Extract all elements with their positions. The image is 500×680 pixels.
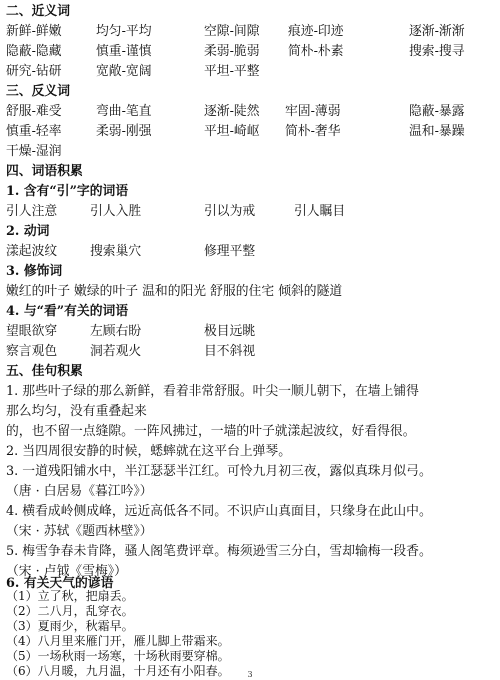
sentence-line: 5. 梅雪争春未肯降，骚人阁笔费评章。梅须逊雪三分白，雪却输梅一段香。 xyxy=(6,544,432,559)
word-pair: 弯曲-笔直 xyxy=(96,104,152,119)
word-pair: 柔弱-刚强 xyxy=(96,124,152,139)
sentence-source: （宋 · 卢钺《雪梅》） xyxy=(6,564,127,579)
word-pair: 搜索-搜寻 xyxy=(409,44,465,59)
vocab-word: 引人注意 xyxy=(6,204,58,219)
word-pair: 研究-钻研 xyxy=(6,64,62,79)
proverb-item: （1）立了秋，把扇丢。 xyxy=(6,589,134,603)
proverb-item: （2）二八月，乱穿衣。 xyxy=(6,604,134,618)
sentence-line: 3. 一道残阳铺水中，半江瑟瑟半江红。可怜九月初三夜，露似真珠月似弓。 xyxy=(6,464,432,479)
word-pair: 简朴-奢华 xyxy=(285,124,341,139)
sentence-line: 的，也不留一点缝隙。一阵风拂过，一墙的叶子就漾起波纹，好看得很。 xyxy=(6,424,416,439)
proverb-item: （3）夏雨少，秋霜早。 xyxy=(6,619,134,633)
word-pair: 牢固-薄弱 xyxy=(285,104,341,119)
word-pair: 均匀-平均 xyxy=(96,24,152,39)
proverb-item: （4）八月里来雁门开，雁儿脚上带霜来。 xyxy=(6,634,230,648)
vocab-word: 修理平整 xyxy=(204,244,256,259)
word-pair: 逐渐-陡然 xyxy=(204,104,260,119)
decor-words-title: 3. 修饰词 xyxy=(6,264,63,279)
word-pair: 逐渐-渐渐 xyxy=(409,24,465,39)
sentences-heading: 五、佳句积累 xyxy=(6,364,83,379)
word-pair: 柔弱-脆弱 xyxy=(204,44,260,59)
vocab-word: 望眼欲穿 xyxy=(6,324,58,339)
word-pair: 温和-暴躁 xyxy=(409,124,465,139)
word-pair: 隐蔽-暴露 xyxy=(409,104,465,119)
word-pair: 宽敞-宽阔 xyxy=(96,64,152,79)
vocab-word: 漾起波纹 xyxy=(6,244,58,259)
sentence-line: 那么均匀，没有重叠起来 xyxy=(6,404,147,419)
vocab-word: 引以为戒 xyxy=(204,204,256,219)
vocab-word: 极目远眺 xyxy=(204,324,256,339)
proverb-item: （5）一场秋雨一场寒，十场秋雨要穿棉。 xyxy=(6,649,230,663)
vocab-word: 左顾右盼 xyxy=(90,324,142,339)
proverb-item: （6）八月暖，九月温，十月还有小阳春。 xyxy=(6,664,230,678)
word-pair: 舒服-难受 xyxy=(6,104,62,119)
yin-words-title: 1. 含有“引”字的词语 xyxy=(6,184,129,199)
page-number: 3 xyxy=(247,670,253,679)
verb-words-title: 2. 动词 xyxy=(6,224,50,239)
word-pair: 痕迹-印迹 xyxy=(288,24,344,39)
sentence-line: 1. 那些叶子绿的那么新鲜，看着非常舒服。叶尖一顺儿朝下，在墙上铺得 xyxy=(6,384,419,399)
word-pair: 简朴-朴素 xyxy=(288,44,344,59)
sentence-source: （唐 · 白居易《暮江吟》） xyxy=(6,484,153,499)
sentence-line: 4. 横看成岭侧成峰，远近高低各不同。不识庐山真面目，只缘身在此山中。 xyxy=(6,504,432,519)
word-pair: 干燥-湿润 xyxy=(6,144,62,159)
look-words-title: 4. 与“看”有关的词语 xyxy=(6,304,129,319)
vocab-heading: 四、词语积累 xyxy=(6,164,83,179)
vocab-word: 洞若观火 xyxy=(90,344,142,359)
synonyms-heading: 二、近义词 xyxy=(6,4,70,19)
word-pair: 平坦-平整 xyxy=(204,64,260,79)
decor-words-text: 嫩红的叶子 嫩绿的叶子 温和的阳光 舒服的住宅 倾斜的隧道 xyxy=(6,284,343,299)
vocab-word: 搜索巢穴 xyxy=(90,244,142,259)
antonyms-heading: 三、反义词 xyxy=(6,84,70,99)
sentence-source: （宋 · 苏轼《题西林壁》） xyxy=(6,524,153,539)
word-pair: 空隙-间隙 xyxy=(204,24,260,39)
vocab-word: 引人瞩目 xyxy=(294,204,346,219)
vocab-word: 引人入胜 xyxy=(90,204,142,219)
proverbs-title: 6. 有关天气的谚语 xyxy=(6,576,114,591)
word-pair: 平坦-崎岖 xyxy=(204,124,260,139)
word-pair: 新鲜-鲜嫩 xyxy=(6,24,62,39)
vocab-word: 察言观色 xyxy=(6,344,58,359)
word-pair: 慎重-轻率 xyxy=(6,124,62,139)
word-pair: 隐蔽-隐藏 xyxy=(6,44,62,59)
vocab-word: 目不斜视 xyxy=(204,344,256,359)
sentence-line: 2. 当四周很安静的时候，蟋蟀就在这平台上弹琴。 xyxy=(6,444,292,459)
word-pair: 慎重-谨慎 xyxy=(96,44,152,59)
